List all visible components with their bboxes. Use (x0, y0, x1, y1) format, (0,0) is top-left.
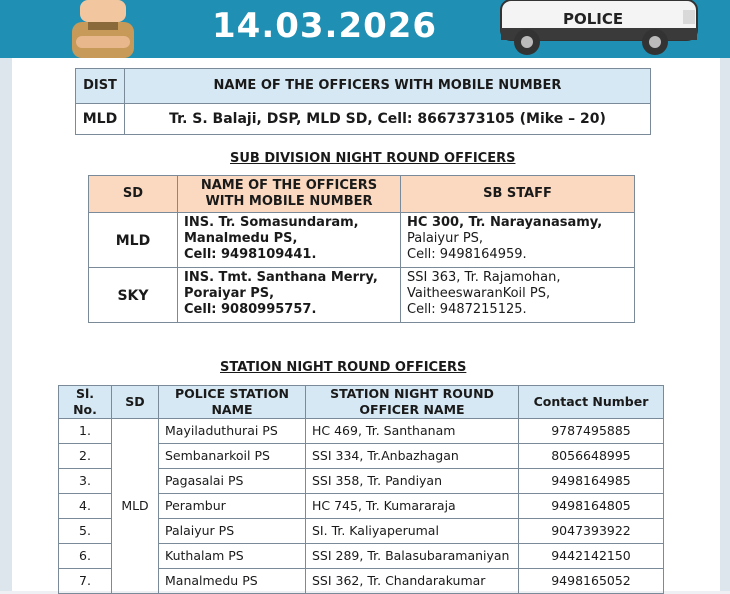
table-row (89, 213, 635, 268)
header-banner (0, 0, 730, 58)
table-row (59, 419, 664, 444)
sb-staff-header: SB STAFF (401, 176, 635, 213)
police-car-illustration (493, 0, 703, 58)
staff-cell (401, 213, 635, 268)
station-name-cell: Perambur (159, 494, 306, 519)
sl-no-header: Sl. No. (59, 386, 112, 419)
officer-line: Cell: 9080995757. (184, 302, 317, 317)
sd-cell: MLD (89, 213, 178, 268)
sl-no-cell: 3. (59, 469, 112, 494)
officer-cell (178, 268, 401, 323)
contact-cell: 9498164805 (519, 494, 664, 519)
officer-name-cell: SI. Tr. Kaliyaperumal (306, 519, 519, 544)
police-officer-illustration (66, 0, 140, 58)
station-name-cell: Kuthalam PS (159, 544, 306, 569)
officer-line: Cell: 9498109441. (184, 247, 317, 262)
station-sd-cell: MLD (112, 419, 159, 594)
dist-cell: MLD (76, 104, 125, 135)
sl-no-cell: 2. (59, 444, 112, 469)
staff-line: SSI 363, Tr. Rajamohan, (407, 270, 561, 285)
station-name-cell: Sembanarkoil PS (159, 444, 306, 469)
sheet-right-edge (720, 58, 730, 591)
officer-name-cell: HC 745, Tr. Kumararaja (306, 494, 519, 519)
station-heading: STATION NIGHT ROUND OFFICERS (220, 360, 467, 375)
contact-cell: 9442142150 (519, 544, 664, 569)
sl-no-cell: 6. (59, 544, 112, 569)
sl-no-cell: 4. (59, 494, 112, 519)
dsp-officer-cell: Tr. S. Balaji, DSP, MLD SD, Cell: 8667373105 (Mike – 20) (125, 104, 651, 135)
contact-cell: 9498164985 (519, 469, 664, 494)
station-name-cell: Palaiyur PS (159, 519, 306, 544)
contact-cell: 9498165052 (519, 569, 664, 594)
contact-cell: 9787495885 (519, 419, 664, 444)
officer-name-cell: SSI 289, Tr. Balasubaramaniyan (306, 544, 519, 569)
staff-line: Cell: 9487215125. (407, 302, 527, 317)
contact-header: Contact Number (519, 386, 664, 419)
officer-name-cell: SSI 362, Tr. Chandarakumar (306, 569, 519, 594)
officer-name-cell: SSI 358, Tr. Pandiyan (306, 469, 519, 494)
officer-line: Poraiyar PS, (184, 286, 275, 301)
subdivision-table (88, 175, 635, 323)
officer-name-cell: SSI 334, Tr.Anbazhagan (306, 444, 519, 469)
station-officer-table (58, 385, 664, 594)
sl-no-cell: 1. (59, 419, 112, 444)
station-name-cell: Manalmedu PS (159, 569, 306, 594)
dist-header: DIST (76, 69, 125, 104)
contact-cell: 8056648995 (519, 444, 664, 469)
date-heading: 14.03.2026 (212, 6, 438, 46)
station-sd-header: SD (112, 386, 159, 419)
officer-cell (178, 213, 401, 268)
sheet-left-edge (0, 58, 12, 591)
officer-line: INS. Tmt. Santhana Merry, (184, 270, 378, 285)
sd-header: SD (89, 176, 178, 213)
sl-no-cell: 5. (59, 519, 112, 544)
officer-line: Manalmedu PS, (184, 231, 298, 246)
officer-name-cell: HC 469, Tr. Santhanam (306, 419, 519, 444)
round-officer-header: STATION NIGHT ROUND OFFICER NAME (306, 386, 519, 419)
officer-name-header: NAME OF THE OFFICERS WITH MOBILE NUMBER (125, 69, 651, 104)
car-police-label: POLICE (563, 10, 624, 28)
staff-line: Palaiyur PS, (407, 231, 484, 246)
officer-line: INS. Tr. Somasundaram, (184, 215, 359, 230)
sl-no-cell: 7. (59, 569, 112, 594)
subdivision-heading: SUB DIVISION NIGHT ROUND OFFICERS (230, 151, 516, 166)
staff-cell (401, 268, 635, 323)
station-name-cell: Pagasalai PS (159, 469, 306, 494)
station-name-header: POLICE STATION NAME (159, 386, 306, 419)
staff-line: HC 300, Tr. Narayanasamy, (407, 215, 603, 230)
staff-line: Cell: 9498164959. (407, 247, 527, 262)
sd-cell: SKY (89, 268, 178, 323)
staff-line: VaitheeswaranKoil PS, (407, 286, 551, 301)
district-officer-table (75, 68, 651, 135)
station-name-cell: Mayiladuthurai PS (159, 419, 306, 444)
contact-cell: 9047393922 (519, 519, 664, 544)
sd-officer-header: NAME OF THE OFFICERS WITH MOBILE NUMBER (178, 176, 401, 213)
table-row (89, 268, 635, 323)
